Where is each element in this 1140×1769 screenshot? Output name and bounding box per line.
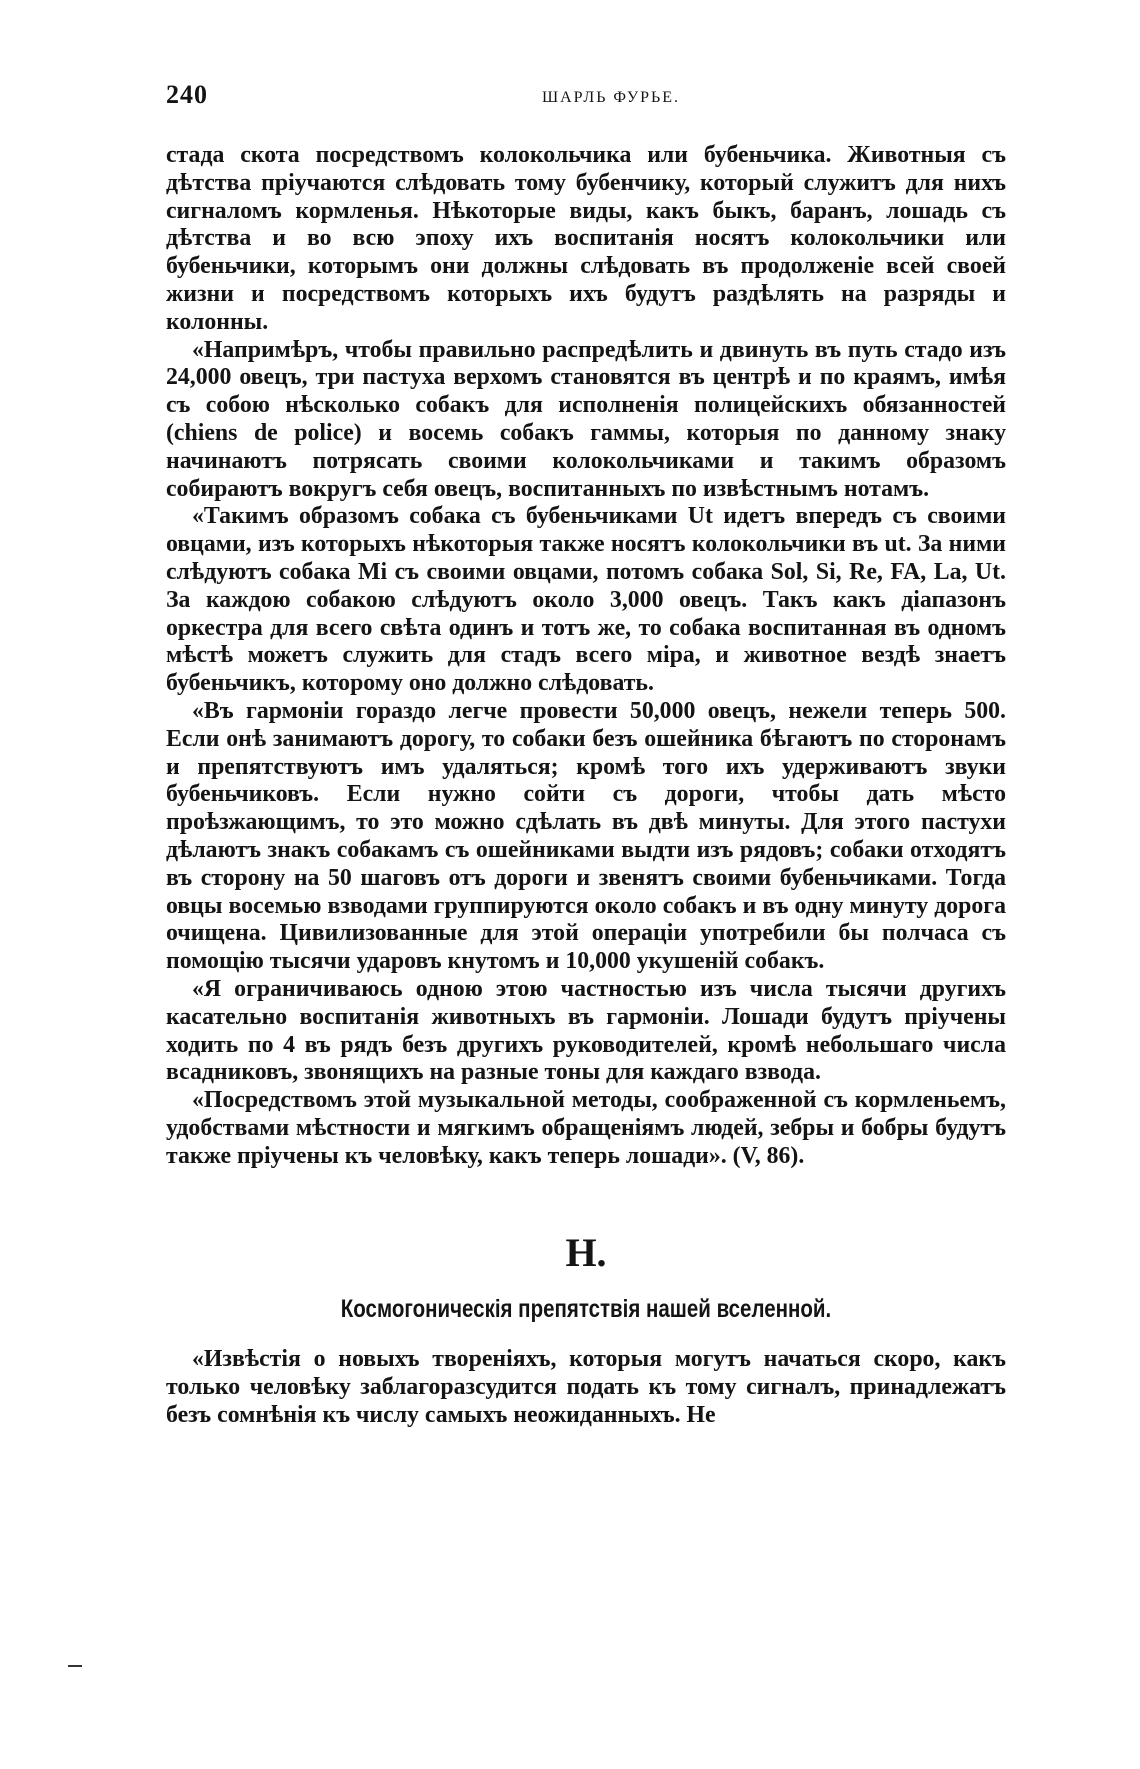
paragraph-new-creations: «Извѣстія о новыхъ твореніяхъ, которыя могутъ начаться скоро, какъ только человѣку заблагоразсудится подать къ тому сигналъ, принадлежатъ безъ сомнѣнія къ числу самыхъ неожиданныхъ. Не [166, 1346, 1006, 1429]
paragraph-harmony-flock: «Въ гармоніи гораздо легче провести 50,000 овецъ, нежели теперь 500. Если онѣ занимаютъ дорогу, то собаки безъ ошейника бѣгаютъ по сторонамъ и препятствуютъ имъ удаляться; кромѣ того ихъ удерживаютъ звуки бубеньчиковъ. Если нужно сойти съ дороги, чтобы дать мѣсто проѣзжающимъ, то это можно сдѣлать въ двѣ минуты. Для этого пастухи дѣлаютъ знакъ собакамъ съ ошейниками выдти изъ рядовъ; собаки отходятъ въ сторону на 50 шаговъ отъ дороги и звенятъ своими бубеньчиками. Тогда овцы восемью взводами группируются около собакъ и въ одну минуту дорога очищена. Цивилизованные для этой операціи употребили бы полчаса съ помощію тысячи ударовъ кнутомъ и 10,000 укушеній собакъ. [166, 697, 1006, 975]
paragraph-musical-method: «Посредствомъ этой музыкальной методы, соображенной съ кормленьемъ, удобствами мѣстности и мягкимъ обращеніямъ людей, зебры и бобры будутъ также пріучены къ человѣку, какъ теперь лошади». (V, 86). [166, 1087, 1006, 1169]
running-title: ШАРЛЬ ФУРЬЕ. [541, 89, 681, 106]
paragraph-horses: «Я ограничиваюсь одною этою частностью изъ числа тысячи другихъ касательно воспитанія животныхъ въ гармоніи. Лошади будутъ пріучены ходить по 4 въ рядъ безъ другихъ руководителей, кромѣ небольшаго числа всадниковъ, звонящихъ на разные тоны для каждаго взвода. [166, 975, 1006, 1086]
paragraph-sheep-herd: «Напримѣръ, чтобы правильно распредѣлить и двинуть въ путь стадо изъ 24,000 овецъ, три пастуха верхомъ становятся въ центрѣ и по краямъ, имѣя съ собою нѣсколько собакъ для исполненія полицейскихъ обязанностей (chiens de police) и восемь собакъ гаммы, которыя по данному знаку начинаютъ потрясать своими колокольчиками и такимъ образомъ собираютъ вокругъ себя овецъ, воспитанныхъ по извѣстнымъ нотамъ. [166, 336, 1006, 502]
paragraph-continued: стада скота посредствомъ колокольчика или бубеньчика. Животныя съ дѣтства пріучаются слѣдовать тому бубенчику, который служитъ для нихъ сигналомъ кормленья. Нѣкоторые виды, какъ быкъ, баранъ, лошадь съ дѣтства и во всю эпоху ихъ воспитанія носятъ колокольчики или бубеньчики, которымъ они должны слѣдовать въ продолженіе всей своей жизни и посредствомъ которыхъ ихъ будутъ раздѣлять на разряды и колонны. [166, 142, 1006, 335]
body-text [166, 142, 1006, 1430]
margin-mark [68, 1659, 82, 1667]
paragraph-dog-bells: «Такимъ образомъ собака съ бубеньчиками Ut идетъ впередъ съ своими овцами, изъ которыхъ нѣкоторыя также носятъ колокольчики въ ut. За ними слѣдуютъ собака Mi съ своими овцами, потомъ собака Sol, Si, Re, FA, La, Ut. За каждою собакою слѣдуютъ около 3,000 овецъ. Такъ какъ діапазонъ оркестра для всего свѣта одинъ и тотъ же, то собака воспитанная въ одномъ мѣстѣ можетъ служить для стадъ всего міра, и животное вездѣ знаетъ бубеньчикъ, которому оно должно слѣдовать. [166, 503, 1006, 697]
section-letter: H. [565, 1230, 607, 1276]
page-number: 240 [166, 80, 208, 109]
section-title: Космогоническія препятствія нашей вселенной. [340, 1295, 832, 1324]
page-header [166, 80, 1006, 120]
